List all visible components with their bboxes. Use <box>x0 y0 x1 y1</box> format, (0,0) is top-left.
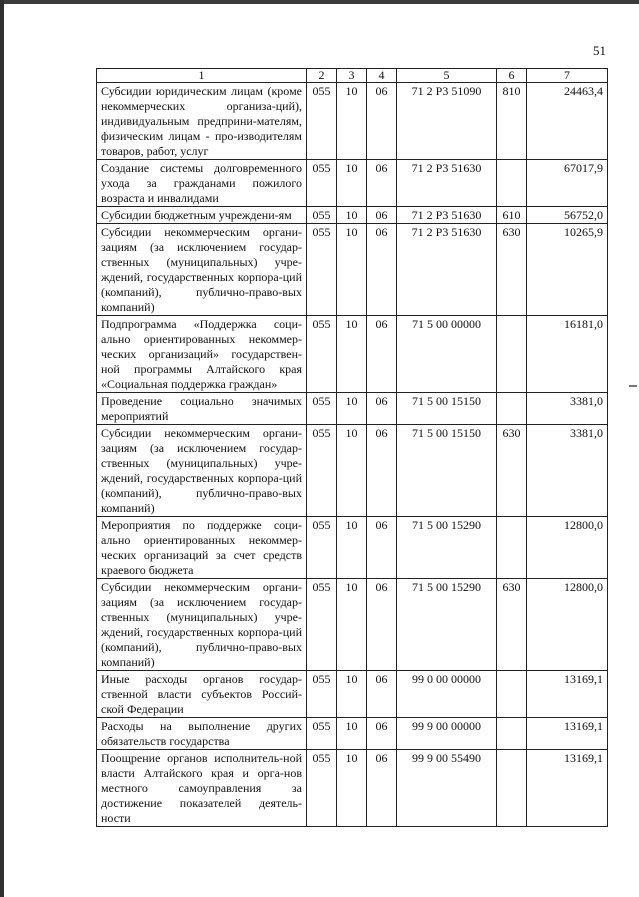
subsection-code: 06 <box>367 718 397 750</box>
expense-name: Расходы на выполнение других обязательств государства <box>97 718 307 750</box>
amount: 3381,0 <box>527 425 608 517</box>
table-row <box>97 579 608 671</box>
expense-name: Субсидии бюджетным учреждени-ям <box>97 207 307 224</box>
expense-name: Проведение социально значимых мероприятий <box>97 393 307 425</box>
grbs-code: 055 <box>307 224 337 316</box>
amount: 13169,1 <box>527 671 608 718</box>
header-cell-4: 4 <box>367 69 397 83</box>
expense-type-code: 630 <box>497 425 527 517</box>
subsection-code: 06 <box>367 224 397 316</box>
expense-name: Подпрограмма «Поддержка соци-ально ориентированных некоммер-ческих организаций» государствен-ной программы Алтайского края «Социальная поддержка граждан» <box>97 316 307 393</box>
subsection-code: 06 <box>367 160 397 207</box>
expense-name: Поощрение органов исполнитель-ной власти Алтайского края и орга-нов местного самоуправления за достижение показателей деятель-ности <box>97 750 307 827</box>
table-row <box>97 750 608 827</box>
grbs-code: 055 <box>307 579 337 671</box>
expense-type-code <box>497 160 527 207</box>
amount: 13169,1 <box>527 718 608 750</box>
header-cell-2: 2 <box>307 69 337 83</box>
section-code: 10 <box>337 316 367 393</box>
expense-type-code <box>497 671 527 718</box>
expense-type-code <box>497 718 527 750</box>
table-row <box>97 224 608 316</box>
section-code: 10 <box>337 160 367 207</box>
table-row <box>97 83 608 160</box>
expense-name: Субсидии некоммерческим органи-зациям (за исключением государ-ственных (муниципальных) учре-ждений, государственных корпора-ций (компаний), публично-право-вых компаний) <box>97 224 307 316</box>
amount: 13169,1 <box>527 750 608 827</box>
expense-name: Субсидии юридическим лицам (кроме некоммерческих организа-ций), индивидуальным предприни-мателям, физическим лицам - про-изводителям товаров, работ, услуг <box>97 83 307 160</box>
budget-table <box>96 68 608 827</box>
section-code: 10 <box>337 750 367 827</box>
section-code: 10 <box>337 83 367 160</box>
section-code: 10 <box>337 425 367 517</box>
target-item-code: 71 2 P3 51630 <box>397 160 497 207</box>
table-row <box>97 160 608 207</box>
table-row <box>97 671 608 718</box>
header-cell-6: 6 <box>497 69 527 83</box>
amount: 67017,9 <box>527 160 608 207</box>
scan-left-border <box>0 0 4 897</box>
target-item-code: 71 2 P3 51630 <box>397 224 497 316</box>
table-row <box>97 316 608 393</box>
subsection-code: 06 <box>367 83 397 160</box>
subsection-code: 06 <box>367 425 397 517</box>
target-item-code: 99 9 00 55490 <box>397 750 497 827</box>
expense-type-code: 810 <box>497 83 527 160</box>
section-code: 10 <box>337 671 367 718</box>
expense-type-code: 610 <box>497 207 527 224</box>
grbs-code: 055 <box>307 83 337 160</box>
target-item-code: 71 5 00 15150 <box>397 425 497 517</box>
header-cell-3: 3 <box>337 69 367 83</box>
table-row <box>97 207 608 224</box>
target-item-code: 71 5 00 15290 <box>397 579 497 671</box>
amount: 16181,0 <box>527 316 608 393</box>
grbs-code: 055 <box>307 316 337 393</box>
subsection-code: 06 <box>367 316 397 393</box>
amount: 12800,0 <box>527 517 608 579</box>
expense-type-code <box>497 517 527 579</box>
amount: 12800,0 <box>527 579 608 671</box>
expense-name: Иные расходы органов государ-ственной власти субъектов Россий-ской Федерации <box>97 671 307 718</box>
header-cell-5: 5 <box>397 69 497 83</box>
table-row <box>97 718 608 750</box>
grbs-code: 055 <box>307 517 337 579</box>
grbs-code: 055 <box>307 718 337 750</box>
expense-type-code: 630 <box>497 224 527 316</box>
header-cell-7: 7 <box>527 69 608 83</box>
expense-name: Мероприятия по поддержке соци-ально ориентированных некоммер-ческих организаций за счет средств краевого бюджета <box>97 517 307 579</box>
grbs-code: 055 <box>307 750 337 827</box>
section-code: 10 <box>337 393 367 425</box>
target-item-code: 71 2 P3 51630 <box>397 207 497 224</box>
expense-type-code <box>497 316 527 393</box>
target-item-code: 99 0 00 00000 <box>397 671 497 718</box>
table-row <box>97 517 608 579</box>
expense-name: Субсидии некоммерческим органи-зациям (за исключением государ-ственных (муниципальных) учре-ждений, государственных корпора-ций (компаний), публично-право-вых компаний) <box>97 579 307 671</box>
target-item-code: 71 5 00 15150 <box>397 393 497 425</box>
grbs-code: 055 <box>307 671 337 718</box>
subsection-code: 06 <box>367 671 397 718</box>
section-code: 10 <box>337 718 367 750</box>
page-number: 51 <box>593 43 606 58</box>
section-code: 10 <box>337 517 367 579</box>
target-item-code: 71 2 P3 51090 <box>397 83 497 160</box>
header-cell-1: 1 <box>97 69 307 83</box>
amount: 10265,9 <box>527 224 608 316</box>
subsection-code: 06 <box>367 579 397 671</box>
table-row <box>97 393 608 425</box>
grbs-code: 055 <box>307 207 337 224</box>
section-code: 10 <box>337 207 367 224</box>
expense-name: Субсидии некоммерческим органи-зациям (за исключением государ-ственных (муниципальных) учре-ждений, государственных корпора-ций (компаний), публично-право-вых компаний) <box>97 425 307 517</box>
header-row <box>97 69 608 83</box>
expense-name: Создание системы долговременного ухода за гражданами пожилого возраста и инвалидами <box>97 160 307 207</box>
subsection-code: 06 <box>367 750 397 827</box>
amount: 24463,4 <box>527 83 608 160</box>
target-item-code: 71 5 00 15290 <box>397 517 497 579</box>
expense-type-code <box>497 393 527 425</box>
subsection-code: 06 <box>367 207 397 224</box>
target-item-code: 71 5 00 00000 <box>397 316 497 393</box>
grbs-code: 055 <box>307 393 337 425</box>
amount: 3381,0 <box>527 393 608 425</box>
grbs-code: 055 <box>307 425 337 517</box>
section-code: 10 <box>337 224 367 316</box>
target-item-code: 99 9 00 00000 <box>397 718 497 750</box>
subsection-code: 06 <box>367 517 397 579</box>
amount: 56752,0 <box>527 207 608 224</box>
scan-edge-mark <box>629 385 637 387</box>
section-code: 10 <box>337 579 367 671</box>
expense-type-code: 630 <box>497 579 527 671</box>
scan-top-border <box>0 0 639 4</box>
subsection-code: 06 <box>367 393 397 425</box>
table-row <box>97 425 608 517</box>
expense-type-code <box>497 750 527 827</box>
grbs-code: 055 <box>307 160 337 207</box>
